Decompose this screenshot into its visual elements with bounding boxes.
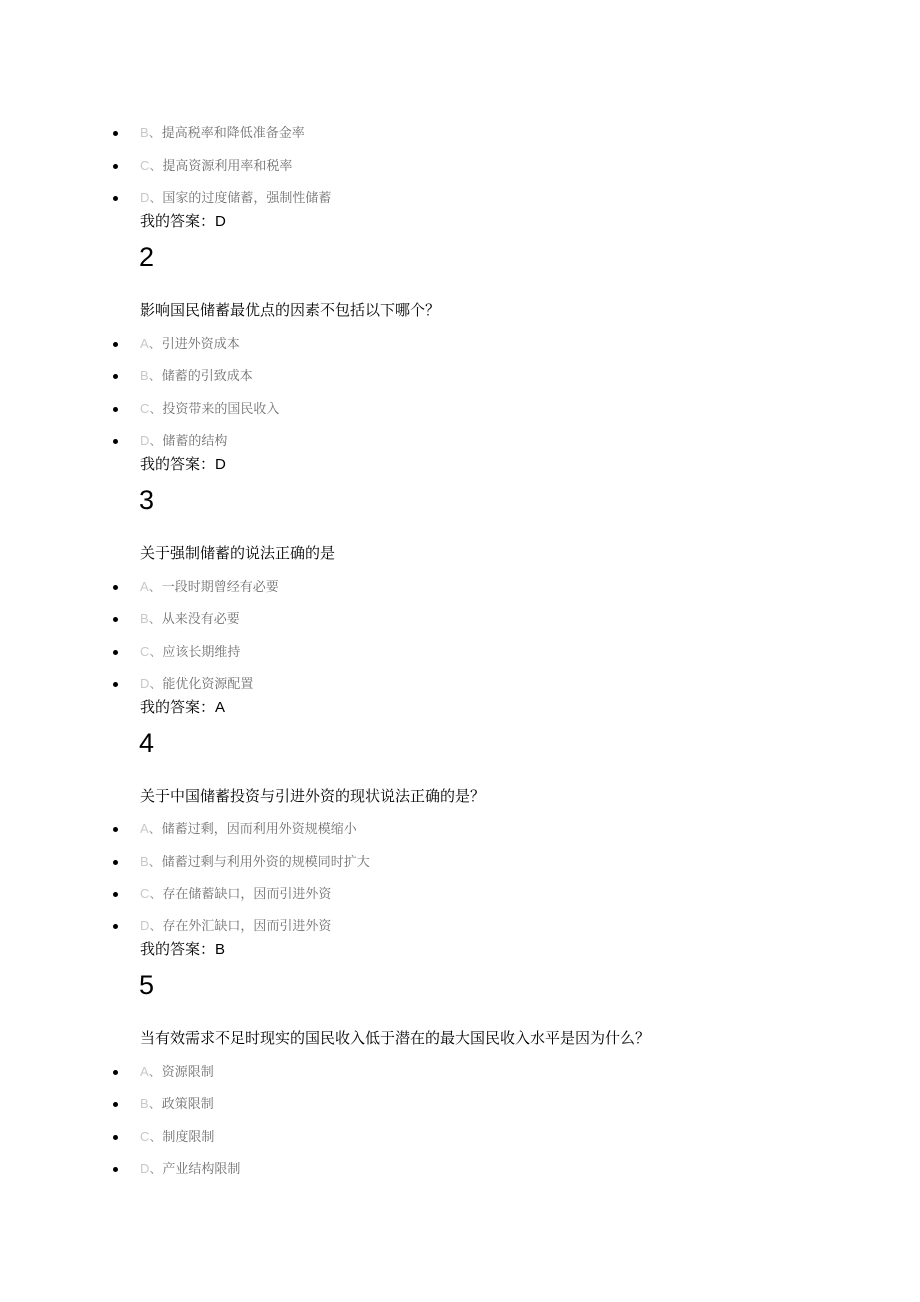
bullet-icon <box>113 585 118 590</box>
option-5b[interactable] <box>0 1094 920 1114</box>
answer-label: 我的答案： <box>140 212 216 230</box>
option-letter: A <box>140 336 149 351</box>
option-text: 国家的过度储蓄，强制性储蓄 <box>162 191 332 206</box>
question-number-5: 5 <box>139 970 155 1000</box>
bullet-icon <box>113 131 118 136</box>
option-text: 制度限制 <box>162 1130 215 1145</box>
option-text: 引进外资成本 <box>161 337 240 352</box>
option-text: 从来没有必要 <box>161 612 240 627</box>
option-text: 政策限制 <box>161 1097 214 1112</box>
option-letter: D <box>140 676 150 691</box>
option-letter: D <box>140 190 150 205</box>
answer-value: A <box>215 699 226 716</box>
question-number-2: 2 <box>139 242 155 272</box>
option-letter: C <box>140 1129 150 1144</box>
bullet-icon <box>113 374 118 379</box>
option-3c[interactable] <box>0 642 920 662</box>
option-text: 储蓄的结构 <box>162 434 228 449</box>
answer-value: B <box>215 941 226 958</box>
option-1d[interactable] <box>0 188 920 208</box>
option-letter: C <box>140 401 150 416</box>
option-letter: D <box>140 1161 150 1176</box>
bullet-icon <box>113 164 118 169</box>
option-letter: B <box>140 125 149 140</box>
question-text-2: 影响国民储蓄最优点的因素不包括以下哪个？ <box>140 301 441 319</box>
option-text: 储蓄的引致成本 <box>161 369 253 384</box>
my-answer-2 <box>140 454 226 475</box>
answer-label: 我的答案： <box>140 455 216 473</box>
option-separator: 、 <box>148 1097 162 1112</box>
option-separator: 、 <box>148 369 162 384</box>
option-text: 存在外汇缺口，因而引进外资 <box>162 919 332 934</box>
option-text: 资源限制 <box>161 1065 214 1080</box>
option-text: 储蓄过剩与利用外资的规模同时扩大 <box>161 855 370 870</box>
bullet-icon <box>113 650 118 655</box>
option-letter: B <box>140 854 149 869</box>
option-text: 应该长期维持 <box>162 645 241 660</box>
bullet-icon <box>113 1167 118 1172</box>
option-5d[interactable] <box>0 1159 920 1179</box>
option-separator: 、 <box>149 645 163 660</box>
option-letter: A <box>140 579 149 594</box>
option-text: 一段时期曾经有必要 <box>161 580 279 595</box>
bullet-icon <box>113 342 118 347</box>
option-4b[interactable] <box>0 852 920 872</box>
bullet-icon <box>113 827 118 832</box>
option-separator: 、 <box>149 677 163 692</box>
option-letter: B <box>140 1096 149 1111</box>
option-letter: C <box>140 886 150 901</box>
option-separator: 、 <box>148 612 162 627</box>
bullet-icon <box>113 892 118 897</box>
answer-label: 我的答案： <box>140 940 216 958</box>
option-separator: 、 <box>149 402 163 417</box>
question-number-3: 3 <box>139 485 155 515</box>
option-letter: C <box>140 644 150 659</box>
option-letter: B <box>140 611 149 626</box>
bullet-icon <box>113 1102 118 1107</box>
option-text: 投资带来的国民收入 <box>162 402 280 417</box>
bullet-icon <box>113 924 118 929</box>
option-separator: 、 <box>148 580 162 595</box>
option-3b[interactable] <box>0 609 920 629</box>
option-text: 储蓄过剩，因而利用外资规模缩小 <box>161 822 357 837</box>
answer-label: 我的答案： <box>140 698 216 716</box>
bullet-icon <box>113 617 118 622</box>
question-text-3: 关于强制储蓄的说法正确的是 <box>140 544 336 562</box>
my-answer-4 <box>140 939 225 960</box>
my-answer-1 <box>140 211 226 232</box>
option-letter: D <box>140 918 150 933</box>
option-text: 存在储蓄缺口，因而引进外资 <box>162 887 332 902</box>
option-separator: 、 <box>149 191 163 206</box>
option-separator: 、 <box>148 822 162 837</box>
option-4a[interactable] <box>0 819 920 839</box>
option-2c[interactable] <box>0 399 920 419</box>
option-separator: 、 <box>149 919 163 934</box>
bullet-icon <box>113 1135 118 1140</box>
option-separator: 、 <box>149 1130 163 1145</box>
option-5c[interactable] <box>0 1127 920 1147</box>
bullet-icon <box>113 682 118 687</box>
option-3a[interactable] <box>0 577 920 597</box>
option-5a[interactable] <box>0 1062 920 1082</box>
option-separator: 、 <box>148 126 162 141</box>
option-separator: 、 <box>149 159 163 174</box>
bullet-icon <box>113 196 118 201</box>
question-text-5: 当有效需求不足时现实的国民收入低于潜在的最大国民收入水平是因为什么？ <box>140 1029 651 1047</box>
option-text: 能优化资源配置 <box>162 677 254 692</box>
option-separator: 、 <box>149 887 163 902</box>
option-separator: 、 <box>149 434 163 449</box>
option-text: 提高税率和降低准备金率 <box>161 126 305 141</box>
option-text: 提高资源利用率和税率 <box>162 159 293 174</box>
option-separator: 、 <box>148 337 162 352</box>
option-4d[interactable] <box>0 916 920 936</box>
option-2b[interactable] <box>0 366 920 386</box>
bullet-icon <box>113 439 118 444</box>
question-number-4: 4 <box>139 728 155 758</box>
option-letter: D <box>140 433 150 448</box>
option-separator: 、 <box>148 855 162 870</box>
question-text-4: 关于中国储蓄投资与引进外资的现状说法正确的是？ <box>140 787 486 805</box>
my-answer-3 <box>140 697 225 718</box>
option-2d[interactable] <box>0 431 920 451</box>
bullet-icon <box>113 860 118 865</box>
option-4c[interactable] <box>0 884 920 904</box>
bullet-icon <box>113 1070 118 1075</box>
option-letter: A <box>140 1064 149 1079</box>
option-2a[interactable] <box>0 334 920 354</box>
option-letter: C <box>140 158 150 173</box>
answer-value: D <box>215 213 226 230</box>
option-letter: B <box>140 368 149 383</box>
bullet-icon <box>113 407 118 412</box>
option-1b[interactable] <box>0 123 920 143</box>
option-separator: 、 <box>148 1065 162 1080</box>
option-1c[interactable] <box>0 156 920 176</box>
option-separator: 、 <box>149 1162 163 1177</box>
answer-value: D <box>215 456 226 473</box>
option-3d[interactable] <box>0 674 920 694</box>
option-text: 产业结构限制 <box>162 1162 241 1177</box>
option-letter: A <box>140 821 149 836</box>
